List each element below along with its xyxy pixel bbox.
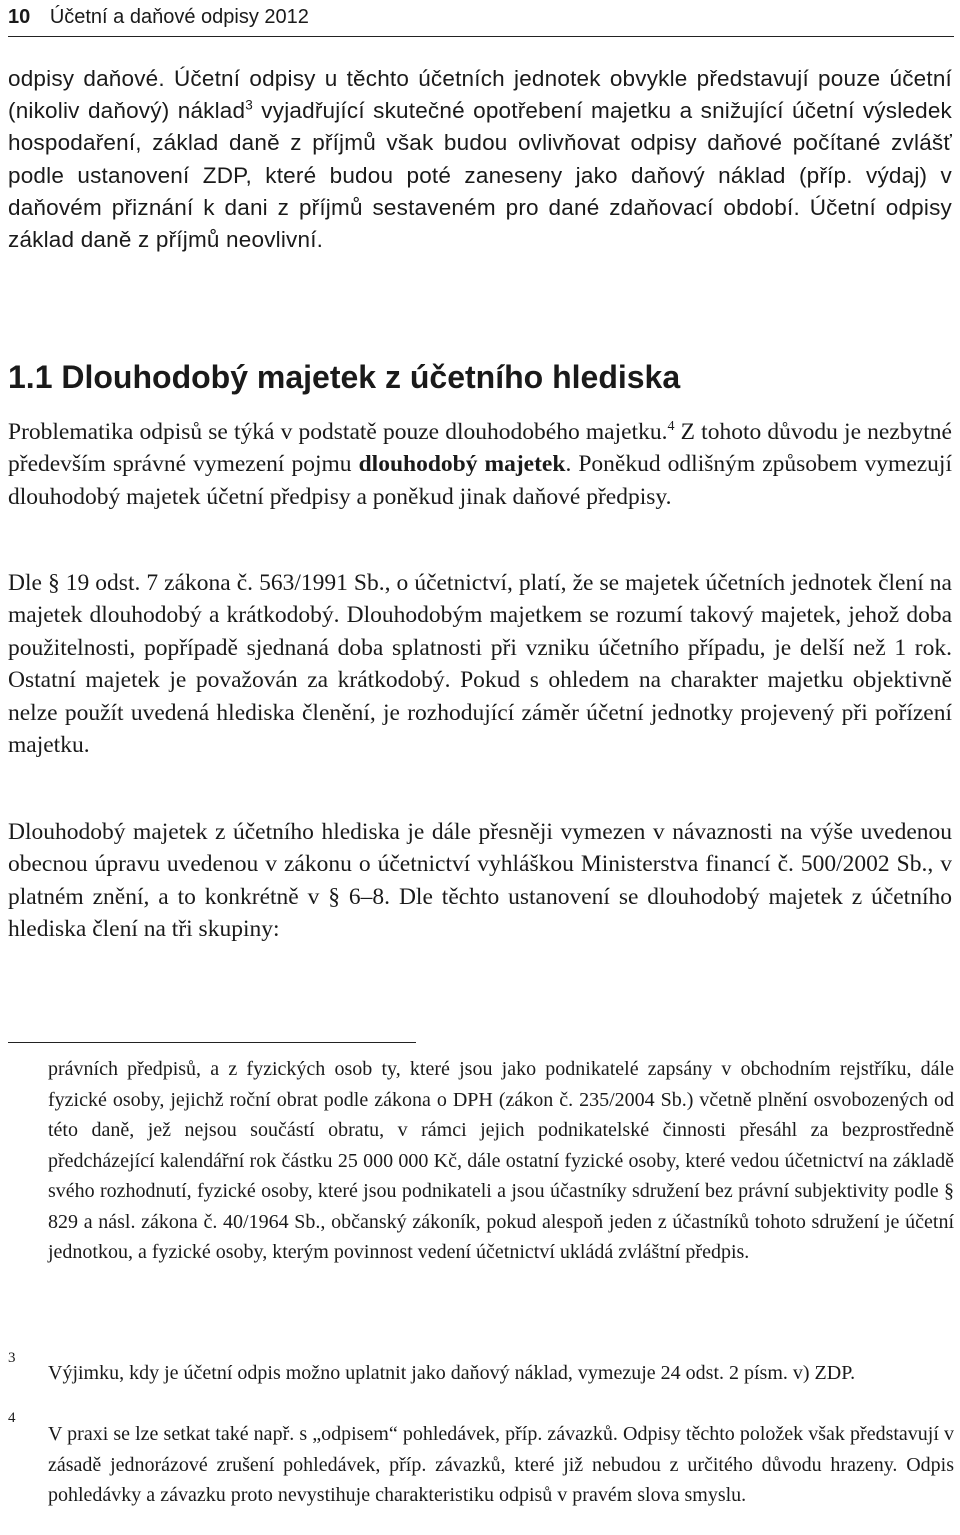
footnote-ref-3[interactable]: 3: [245, 97, 253, 113]
intro-text-1: odpisy daňové. Účetní odpisy u těchto účetních jednotek obvykle představují pouze účetní (nikoliv daňový) náklad: [8, 66, 952, 124]
paragraph-2: Dle § 19 odst. 7 zákona č. 563/1991 Sb., o účetnictví, platí, že se majetek účetních jednotek člení na majetek dlouhodobý a krátkodobý. Dlouhodobým majetkem se rozumí takový majetek, jehož doba použitelnosti, popřípadě sjednaná doba splatnosti při vzniku účetního případu, je delší než 1 rok. Ostatní majetek je považován za krátkodobý. Pokud s ohledem na charakter majetku objektivně nelze použít uvedená hlediska členění, je rozhodující záměr účetní jednotky projevený při pořízení majetku.: [8, 570, 952, 759]
p1-text-b: Z tohoto důvodu je nezbytné především správné vymezení pojmu: [8, 419, 952, 478]
p1-text-c: . Poněkud odlišným způsobem vymezují dlouhodobý majetek účetní předpisy a poněkud jinak daňové předpisy.: [8, 451, 952, 510]
running-header: [8, 6, 954, 37]
paragraph-3: Dlouhodobý majetek z účetního hlediska je dále přesněji vymezen v návaznosti na výše uvedenou obecnou úpravu uvedenou v zákonu o účetnictví vyhláškou Ministerstva financí č. 500/2002 Sb., v platném znění, a to konkrétně v § 6–8. Dle těchto ustanovení se dlouhodobý majetek z účetního hlediska člení na tři skupiny:: [8, 819, 952, 943]
footnote-4-number: 4: [8, 1410, 16, 1426]
footnote-3: Výjimku, kdy je účetní odpis možno uplatnit jako daňový náklad, vymezuje 24 odst. 2 písm. v) ZDP.: [48, 1362, 856, 1384]
footnote-separator: [8, 1042, 416, 1043]
section-heading: 1.1 Dlouhodobý majetek z účetního hlediska: [8, 359, 681, 395]
intro-text-2: vyjadřující skutečné opotřebení majetku a snižující účetní výsledek hospodaření, základ daně z příjmů však budou ovlivňovat odpisy daňové počítané zvlášť podle ustanovení ZDP, které budou poté zaneseny jako daňový náklad (příp. výdaj) v daňovém přiznání k dani z příjmů sestaveném pro dané zdaňovací období. Účetní odpisy základ daně z příjmů neovlivní.: [8, 98, 952, 253]
footnote-continued: právních předpisů, a z fyzických osob ty, které jsou jako podnikatelé zapsány v obchodním rejstříku, dále fyzické osoby, jejichž roční obrat podle zákona o DPH (zákon č. 235/2004 Sb.) včetně plnění osvobozených od této daně, jež nejsou součástí obratu, v rámci jejich podnikatelské činnosti přesáhl za bezprostředně předcházející kalendářní rok částku 25 000 000 Kč, dále ostatní fyzické osoby, které vedou účetnictví na základě svého rozhodnutí, fyzické osoby, které jsou podnikateli a jsou účastníky sdružení bez právní subjektivity podle § 829 a násl. zákona č. 40/1964 Sb., občanský zákoník, pokud alespoň jeden z účastníků tohoto sdružení je účetní jednotkou, a fyzické osoby, kterým povinnost vedení účetnictví ukládá zvláštní předpis.: [48, 1058, 954, 1263]
intro-paragraph: [8, 63, 952, 256]
term-dlouhodoby-majetek: dlouhodobý majetek: [358, 451, 566, 478]
paragraph-1: [8, 416, 952, 513]
page-number: 10: [8, 6, 31, 28]
footnote-ref-4[interactable]: 4: [667, 418, 675, 435]
running-title: Účetní a daňové odpisy 2012: [49, 6, 309, 28]
footnote-3-number: 3: [8, 1350, 16, 1366]
footnote-4: V praxi se lze setkat také např. s „odpisem“ pohledávek, příp. závazků. Odpisy těchto položek však představují v zásadě jednorázové zrušení pohledávek, příp. závazků, které již nebudou z určitého důvodu hrazeny. Odpis pohledávky a závazku proto nevystihuje charakteristiku odpisů v pravém slova smyslu.: [48, 1423, 954, 1506]
p1-text-a: Problematika odpisů se týká v podstatě pouze dlouhodobého majetku.: [8, 419, 668, 445]
